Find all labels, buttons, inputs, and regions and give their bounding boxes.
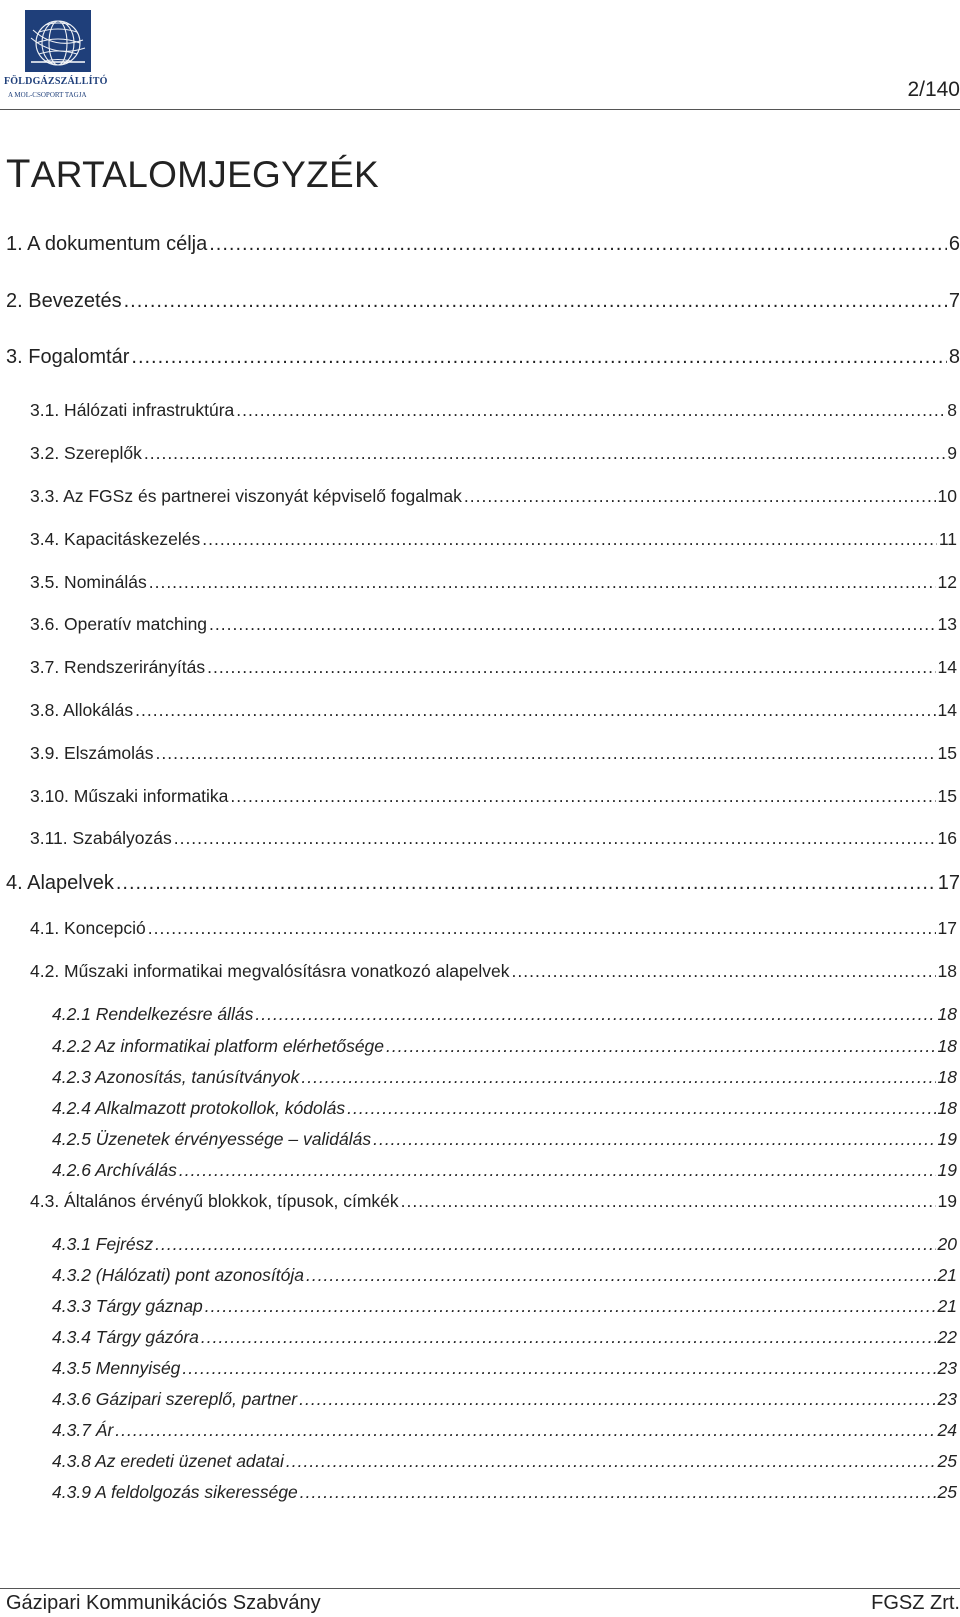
toc-entry-page: 14: [937, 657, 957, 677]
toc-entry-title: 4. Alapelvek: [6, 872, 114, 894]
toc-entry-title: 4.3.3 Tárgy gáznap: [52, 1296, 203, 1316]
toc-leader-dots: [149, 572, 936, 593]
toc-leader-dots: [144, 443, 945, 464]
toc-entry[interactable]: [52, 1296, 957, 1317]
toc-leader-dots: [401, 1191, 936, 1212]
toc-entry[interactable]: [30, 828, 957, 849]
toc-leader-dots: [156, 743, 936, 764]
toc-entry-page: 8: [948, 346, 960, 368]
toc-entry[interactable]: [52, 1327, 957, 1348]
footer-standard-name: Gázipari Kommunikációs Szabvány: [6, 1592, 321, 1614]
toc-entry-title: 4.2. Műszaki informatikai megvalósításra vonatkozó alapelvek: [30, 961, 510, 981]
toc-entry-page: 11: [938, 529, 957, 549]
toc-entry[interactable]: [52, 1451, 957, 1472]
toc-leader-dots: [124, 290, 947, 313]
toc-entry-title: 4.3.9 A feldolgozás sikeressége: [52, 1482, 298, 1502]
toc-leader-dots: [386, 1036, 936, 1057]
toc-entry-title: 4.3.8 Az eredeti üzenet adatai: [52, 1451, 284, 1471]
toc-leader-dots: [207, 657, 935, 678]
toc-entry-page: 9: [947, 443, 957, 463]
toc-entry-page: 21: [937, 1296, 957, 1316]
toc-entry-title: 3.7. Rendszerirányítás: [30, 657, 206, 677]
toc-leader-dots: [347, 1098, 935, 1119]
toc-entry[interactable]: [52, 1389, 957, 1410]
toc-entry-page: 18: [937, 961, 957, 981]
toc-entry-title: 4.3.2 (Hálózati) pont azonosítója: [52, 1265, 304, 1285]
toc-leader-dots: [236, 400, 945, 421]
toc-entry-page: 23: [937, 1358, 957, 1378]
toc-entry-title: 4.2.4 Alkalmazott protokollok, kódolás: [52, 1098, 346, 1118]
toc-entry-page: 18: [937, 1036, 957, 1056]
toc-entry-title: 4.3.4 Tárgy gázóra: [52, 1327, 199, 1347]
toc-entry-title: 4.2.1 Rendelkezésre állás: [52, 1004, 254, 1024]
toc-leader-dots: [179, 1160, 936, 1181]
toc-entry[interactable]: [30, 700, 957, 721]
toc-entry-page: 15: [937, 743, 957, 763]
toc-leader-dots: [182, 1358, 935, 1379]
toc-entry[interactable]: [52, 1420, 957, 1441]
toc-entry[interactable]: [30, 443, 957, 464]
toc-entry-title: 1. A dokumentum célja: [6, 233, 208, 255]
toc-entry-title: 4.2.6 Archíválás: [52, 1160, 177, 1180]
toc-entry-title: 4.3.1 Fejrész: [52, 1234, 154, 1254]
toc-leader-dots: [155, 1234, 935, 1255]
toc-entry-page: 15: [937, 786, 957, 806]
toc-leader-dots: [373, 1129, 935, 1150]
page-title: [6, 152, 379, 197]
page-header: [0, 0, 960, 112]
toc-entry-page: 17: [937, 918, 957, 938]
toc-entry-title: 3.11. Szabályozás: [30, 828, 172, 848]
toc-entry[interactable]: [30, 614, 957, 635]
toc-entry[interactable]: [6, 346, 960, 369]
toc-entry-title: 2. Bevezetés: [6, 290, 122, 312]
toc-entry-page: 19: [937, 1129, 957, 1149]
title-initial: T: [6, 152, 31, 196]
toc-entry-page: 17: [937, 872, 960, 894]
toc-entry-title: 3.1. Hálózati infrastruktúra: [30, 400, 235, 420]
toc-entry-page: 7: [948, 290, 960, 312]
toc-leader-dots: [202, 529, 937, 550]
toc-entry-page: 22: [937, 1327, 957, 1347]
toc-entry-page: 8: [947, 400, 957, 420]
header-divider: [0, 109, 960, 110]
toc-entry-title: 4.3.6 Gázipari szereplő, partner: [52, 1389, 298, 1409]
title-rest: ARTALOMJEGYZÉK: [30, 154, 379, 195]
toc-leader-dots: [464, 486, 936, 507]
toc-entry-page: 14: [937, 700, 957, 720]
toc-entry[interactable]: [30, 1191, 957, 1212]
toc-leader-dots: [255, 1004, 935, 1025]
toc-entry-title: 3.10. Műszaki informatika: [30, 786, 229, 806]
toc-entry[interactable]: [52, 1358, 957, 1379]
footer-company: FGSZ Zrt.: [871, 1592, 960, 1614]
toc-entry-page: 10: [937, 486, 957, 506]
toc-leader-dots: [148, 918, 936, 939]
toc-entry-page: 12: [937, 572, 957, 592]
toc-leader-dots: [205, 1296, 936, 1317]
toc-leader-dots: [286, 1451, 936, 1472]
toc-leader-dots: [306, 1265, 936, 1286]
toc-entry[interactable]: [52, 1234, 957, 1255]
toc-entry[interactable]: [6, 233, 960, 256]
toc-entry-title: 3.4. Kapacitáskezelés: [30, 529, 201, 549]
toc-leader-dots: [131, 346, 946, 369]
toc-entry-title: 3.9. Elszámolás: [30, 743, 154, 763]
toc-leader-dots: [201, 1327, 936, 1348]
toc-entry-page: 25: [937, 1451, 957, 1471]
toc-entry-title: 4.3.7 Ár: [52, 1420, 114, 1440]
toc-entry[interactable]: [52, 1265, 957, 1286]
toc-entry-page: 13: [937, 614, 957, 634]
toc-leader-dots: [301, 1067, 935, 1088]
toc-leader-dots: [209, 614, 935, 635]
toc-entry[interactable]: [30, 657, 957, 678]
toc-entry-title: 4.2.5 Üzenetek érvényessége – validálás: [52, 1129, 372, 1149]
toc-entry[interactable]: [6, 290, 960, 313]
toc-leader-dots: [116, 872, 936, 895]
toc-entry-title: 3. Fogalomtár: [6, 346, 130, 368]
toc-entry-title: 3.5. Nominálás: [30, 572, 147, 592]
toc-entry-title: 4.3.5 Mennyiség: [52, 1358, 181, 1378]
toc-entry-title: 3.2. Szereplők: [30, 443, 142, 463]
toc-entry-title: 4.2.3 Azonosítás, tanúsítványok: [52, 1067, 300, 1087]
toc-entry[interactable]: [30, 400, 957, 421]
toc-entry[interactable]: [52, 1098, 957, 1119]
toc-entry[interactable]: [52, 1036, 957, 1057]
toc-entry[interactable]: [52, 1129, 957, 1150]
toc-entry-title: 4.3. Általános érvényű blokkok, típusok, címkék: [30, 1191, 399, 1211]
toc-entry-page: 18: [937, 1004, 957, 1024]
toc-entry-page: 21: [937, 1265, 957, 1285]
toc-entry[interactable]: [30, 572, 957, 593]
toc-leader-dots: [299, 1389, 935, 1410]
toc-leader-dots: [230, 786, 935, 807]
toc-entry-title: 4.2.2 Az informatikai platform elérhetősége: [52, 1036, 385, 1056]
toc-entry-page: 18: [937, 1067, 957, 1087]
toc-leader-dots: [512, 961, 936, 982]
toc-entry-title: 3.8. Allokálás: [30, 700, 134, 720]
logo-tagline: A MOL-CSOPORT TAGJA: [8, 91, 87, 99]
toc-entry[interactable]: [52, 1067, 957, 1088]
toc-entry[interactable]: [30, 961, 957, 982]
toc-leader-dots: [115, 1420, 935, 1441]
toc-entry[interactable]: [30, 529, 957, 550]
toc-entry-title: 4.1. Koncepció: [30, 918, 146, 938]
logo-wordmark: FÖLDGÁZSZÁLLÍTÓ: [4, 76, 108, 87]
toc-entry-title: 3.6. Operatív matching: [30, 614, 208, 634]
toc-leader-dots: [300, 1482, 936, 1503]
toc-entry-title: 3.3. Az FGSz és partnerei viszonyát képviselő fogalmak: [30, 486, 462, 506]
toc-entry[interactable]: [30, 918, 957, 939]
toc-entry-page: 19: [937, 1160, 957, 1180]
toc-entry[interactable]: [6, 872, 960, 895]
globe-icon: [25, 10, 91, 72]
toc-entry[interactable]: [52, 1160, 957, 1181]
toc-entry[interactable]: [30, 786, 957, 807]
toc-entry-page: 23: [937, 1389, 957, 1409]
toc-leader-dots: [135, 700, 935, 721]
toc-entry[interactable]: [30, 743, 957, 764]
toc-leader-dots: [174, 828, 936, 849]
toc-leader-dots: [209, 233, 947, 256]
toc-entry-page: 16: [937, 828, 957, 848]
toc-entry-page: 24: [937, 1420, 957, 1440]
toc-entry[interactable]: [30, 486, 957, 507]
toc-entry-page: 18: [937, 1098, 957, 1118]
company-logo: [4, 6, 116, 102]
toc-entry[interactable]: [52, 1004, 957, 1025]
toc-entry-page: 20: [937, 1234, 957, 1254]
toc-entry-page: 6: [948, 233, 960, 255]
globe-logo-mark: [25, 10, 91, 72]
footer-divider: [0, 1588, 960, 1589]
toc-entry-page: 19: [937, 1191, 957, 1211]
toc-entry-page: 25: [937, 1482, 957, 1502]
toc-entry[interactable]: [52, 1482, 957, 1503]
page-number: 2/140: [907, 78, 960, 101]
